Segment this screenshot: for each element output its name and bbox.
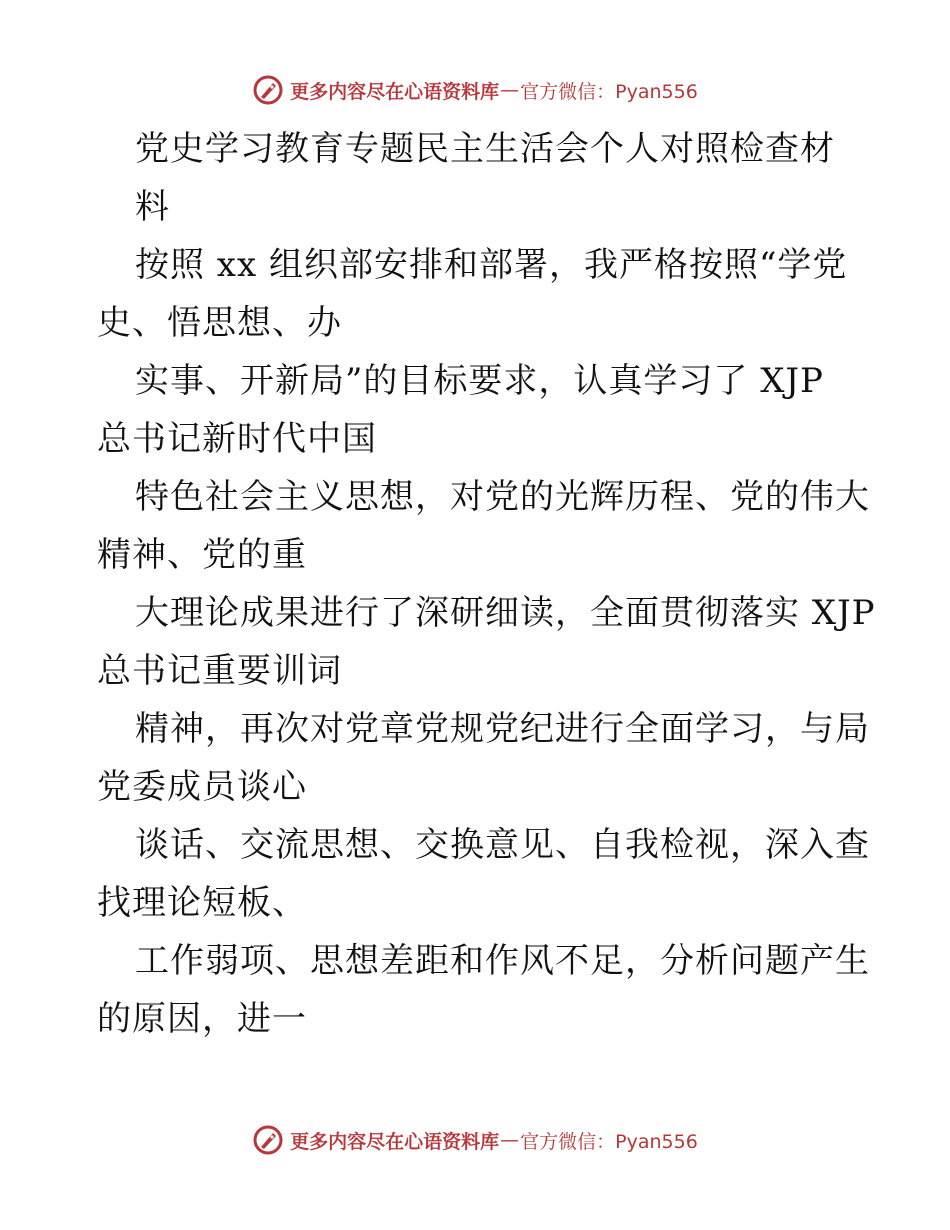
doc-line: 精神，再次对党章党规党纪进行全面学习，与局 — [135, 709, 870, 749]
doc-line: 料 — [135, 187, 170, 227]
header-banner — [0, 70, 950, 110]
doc-line: 的原因，进一 — [97, 999, 307, 1039]
doc-line: 大理论成果进行了深研细读，全面贯彻落实 XJP — [135, 593, 876, 633]
banner-wechat: 官方微信：Pyan556 — [520, 1130, 698, 1153]
doc-line: 党委成员谈心 — [97, 767, 307, 807]
doc-line: 实事、开新局”的目标要求，认真学习了 XJP — [135, 361, 824, 401]
document-body — [97, 120, 876, 1048]
doc-line: 按照 xx 组织部安排和部署，我严格按照“学党 — [135, 245, 848, 285]
doc-line: 总书记新时代中国 — [97, 419, 377, 459]
banner-dash: — — [500, 1129, 520, 1151]
banner-title: 更多内容尽在心语资料库 — [290, 1130, 500, 1153]
doc-line: 谈话、交流思想、交换意见、自我检视，深入查 — [135, 825, 870, 865]
doc-line: 史、悟思想、办 — [97, 303, 342, 343]
pen-nib-logo-icon — [252, 74, 284, 106]
banner-wechat: 官方微信：Pyan556 — [520, 80, 698, 103]
doc-line: 特色社会主义思想，对党的光辉历程、党的伟大 — [135, 477, 870, 517]
pen-nib-logo-icon — [252, 1124, 284, 1156]
doc-line: 党史学习教育专题民主生活会个人对照检查材 — [135, 129, 835, 169]
banner-dash: — — [500, 79, 520, 101]
doc-line: 精神、党的重 — [97, 535, 307, 575]
banner-title: 更多内容尽在心语资料库 — [290, 80, 500, 103]
doc-line: 总书记重要训词 — [97, 651, 342, 691]
doc-line: 工作弱项、思想差距和作风不足，分析问题产生 — [135, 941, 870, 981]
doc-line: 找理论短板、 — [97, 883, 307, 923]
footer-banner — [0, 1120, 950, 1160]
